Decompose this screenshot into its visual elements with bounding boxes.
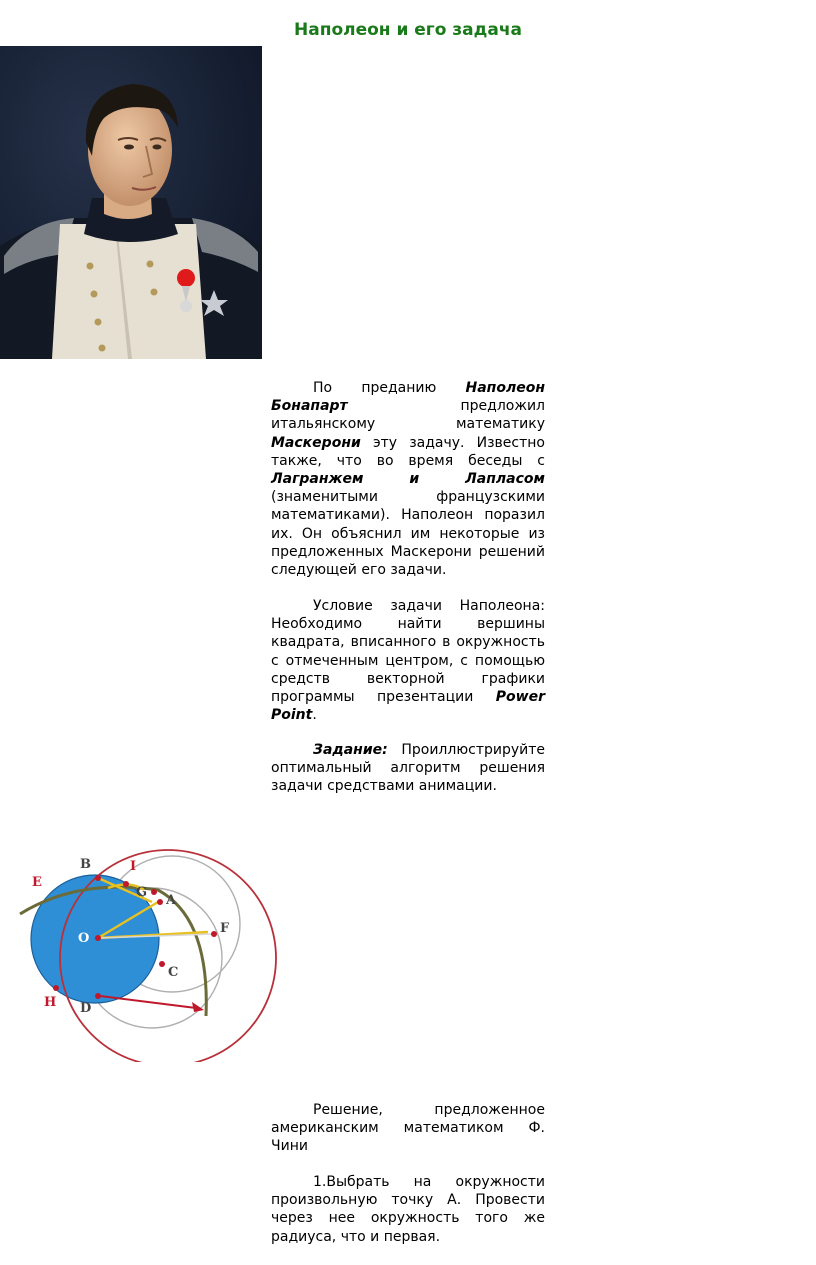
label-b: B bbox=[80, 857, 91, 872]
point-h bbox=[53, 985, 59, 991]
point-c bbox=[159, 961, 165, 967]
point-d bbox=[95, 993, 101, 999]
point-g bbox=[151, 889, 157, 895]
label-h: H bbox=[44, 995, 57, 1010]
point-f bbox=[211, 931, 217, 937]
page-title: Наполеон и его задача bbox=[294, 20, 522, 40]
label-f: F bbox=[220, 921, 230, 936]
label-i: I bbox=[130, 859, 137, 874]
task-text: Проиллюстрируйте оптимальный алгоритм решения задачи средствами анимации. bbox=[271, 742, 545, 795]
label-e: E bbox=[32, 875, 42, 890]
solution-paragraph bbox=[271, 1101, 545, 1156]
point-o bbox=[95, 935, 101, 941]
point-b bbox=[95, 875, 101, 881]
name-napoleon: Наполеон Бонапарт bbox=[271, 380, 545, 415]
label-a: A bbox=[166, 893, 177, 908]
name-mascheroni: Маскерони bbox=[271, 434, 361, 451]
powerpoint-name: Power Point bbox=[271, 689, 545, 724]
geometry-diagram bbox=[18, 838, 280, 1062]
condition-text-1: Условие задачи Наполеона: Необходимо найти вершины квадрата, вписанного в окружность с отмеченным центром, с помощью средств векторной графики программы презентации bbox=[271, 598, 545, 706]
intro-paragraph bbox=[271, 379, 545, 579]
task-label: Задание: bbox=[313, 742, 388, 758]
intro-text-3: эту задачу. Известно также, что во время беседы с bbox=[271, 434, 545, 469]
condition-paragraph bbox=[271, 597, 545, 724]
label-o: O bbox=[78, 931, 90, 946]
point-a bbox=[157, 899, 163, 905]
point-i bbox=[123, 881, 129, 887]
condition-text-2: . bbox=[312, 707, 317, 724]
label-g: G bbox=[136, 885, 148, 900]
step1-paragraph bbox=[271, 1173, 545, 1246]
step1-text: 1.Выбрать на окружности произвольную точку А. Провести через нее окружность того же радиуса, что и первая. bbox=[271, 1174, 545, 1245]
task-paragraph bbox=[271, 741, 545, 796]
label-c: C bbox=[168, 965, 179, 980]
solution-text: Решение, предложенное американским математиком Ф. Чини bbox=[271, 1102, 545, 1155]
name-lagrange-laplace: Лагранжем и Лапласом bbox=[271, 471, 545, 488]
intro-text-1: По преданию bbox=[313, 380, 466, 396]
intro-text-2: предложил итальянскому математику bbox=[271, 398, 545, 433]
napoleon-portrait bbox=[0, 46, 262, 359]
label-d: D bbox=[80, 1001, 92, 1016]
intro-text-4: (знаменитыми французскими математиками). Наполеон поразил их. Он объяснил им некоторые из предложенных Маскерони решений следующей его задачи. bbox=[271, 489, 545, 579]
